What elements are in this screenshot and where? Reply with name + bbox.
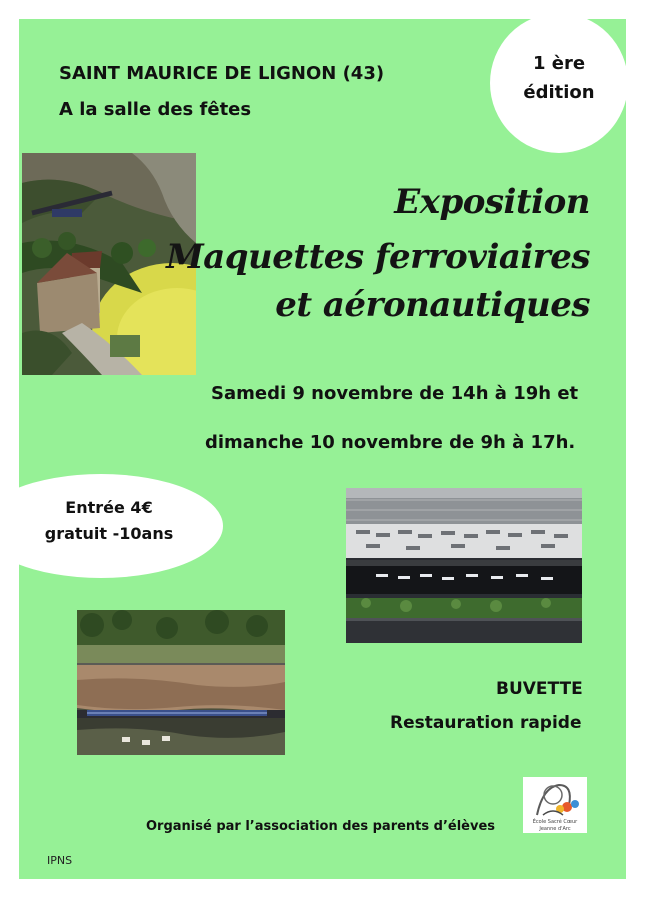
buvette-label: BUVETTE xyxy=(496,679,583,699)
organizer-text: Organisé par l’association des parents d’élèves xyxy=(146,819,496,834)
poster xyxy=(19,19,626,879)
train-cliff-photo xyxy=(77,610,285,755)
entry-free: gratuit -10ans xyxy=(44,524,174,543)
logo-text-line-2: Jeanne d'Arc xyxy=(539,826,571,832)
venue-text: A la salle des fêtes xyxy=(59,99,252,120)
edition-label xyxy=(490,49,626,107)
entry-price: Entrée 4€ xyxy=(65,498,153,517)
entry-label xyxy=(29,495,189,547)
date-line-2: dimanche 10 novembre de 9h à 17h. xyxy=(205,432,576,453)
aircraft-display-photo xyxy=(346,488,582,643)
restauration-label: Restauration rapide xyxy=(390,713,582,733)
logo-text-line-1: École Sacré Cœur xyxy=(532,819,578,825)
title-line-1: Exposition xyxy=(394,182,590,222)
ipns-label: IPNS xyxy=(47,854,73,867)
title-line-2: Maquettes ferroviaires xyxy=(166,237,590,277)
date-line-1: Samedi 9 novembre de 14h à 19h et xyxy=(211,383,579,404)
edition-line-1: 1 ère xyxy=(532,53,586,74)
title-line-3: et aéronautiques xyxy=(275,285,590,325)
edition-line-2: édition xyxy=(523,82,595,103)
town-heading: SAINT MAURICE DE LIGNON (43) xyxy=(59,63,385,84)
school-logo xyxy=(523,777,587,833)
